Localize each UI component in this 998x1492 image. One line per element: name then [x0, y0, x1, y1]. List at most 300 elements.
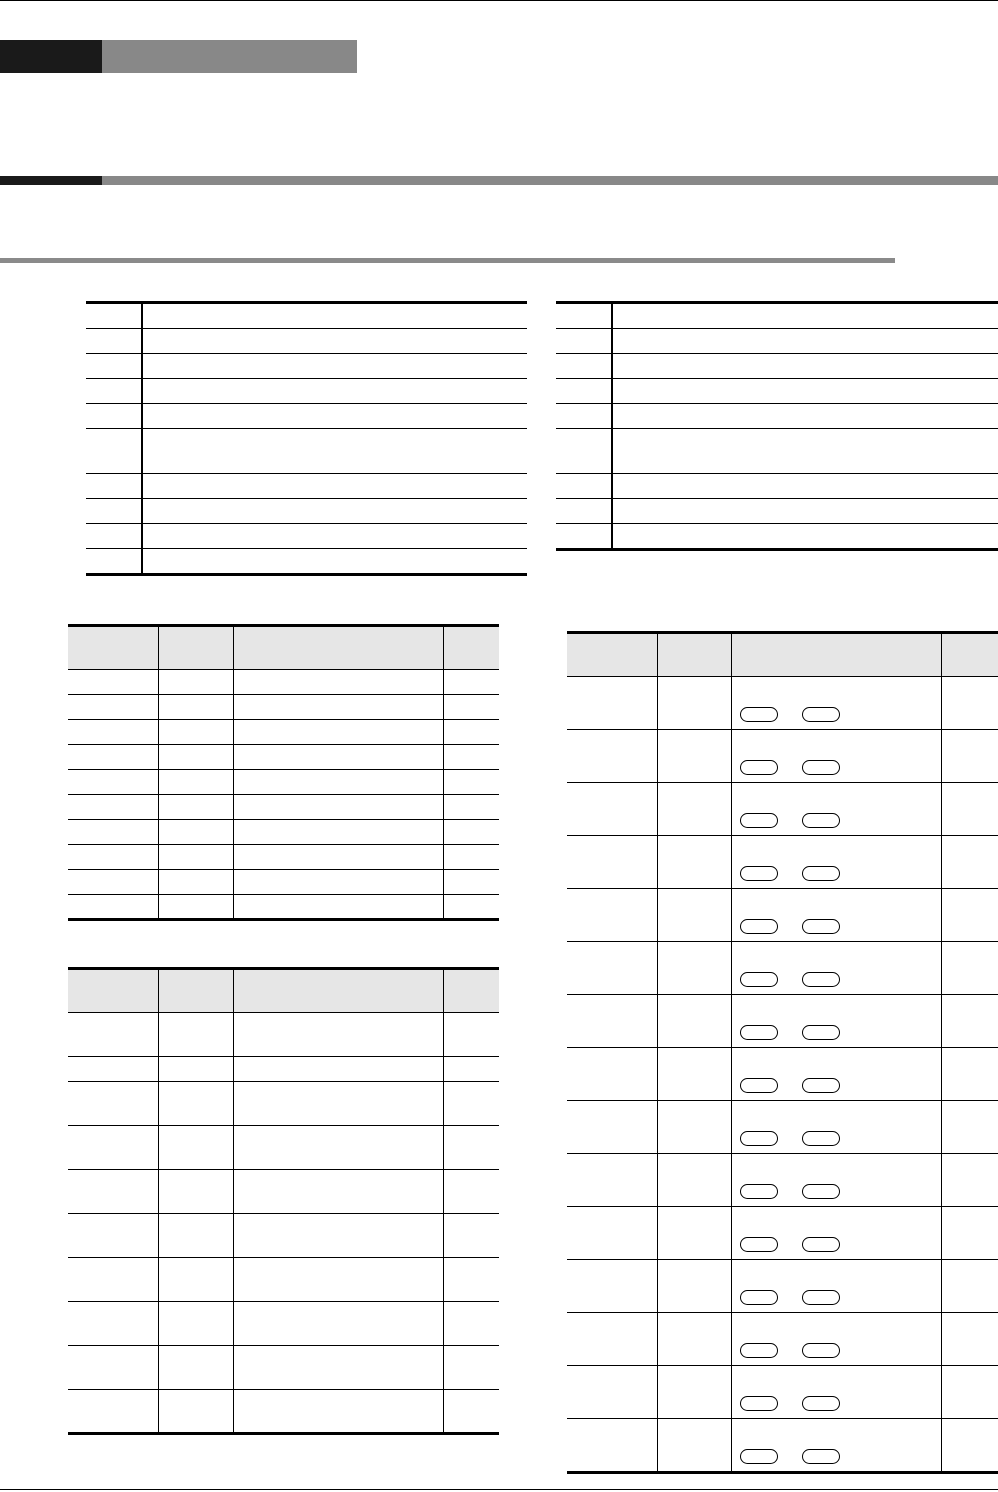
code-cell — [86, 379, 142, 404]
table-cell — [158, 1126, 233, 1170]
table-cell — [158, 1346, 233, 1390]
key-pair — [732, 1419, 941, 1471]
key-oval — [802, 1290, 840, 1305]
table-cell — [233, 1302, 443, 1346]
table-cell — [657, 1154, 731, 1207]
table-cell — [158, 870, 233, 895]
table-cell — [567, 1207, 657, 1260]
table-cell — [68, 695, 158, 720]
table-cell — [941, 995, 998, 1048]
table-row — [567, 1154, 998, 1207]
key-oval — [802, 1131, 840, 1146]
code-row — [556, 329, 998, 354]
key-pair — [732, 836, 941, 888]
header-cell — [158, 626, 233, 670]
key-oval — [802, 760, 840, 775]
header-cell — [158, 969, 233, 1013]
description-cell — [142, 499, 527, 524]
key-oval — [740, 1237, 778, 1252]
table-row — [68, 870, 499, 895]
description-cell — [142, 379, 527, 404]
subheading-rule — [0, 258, 895, 263]
table-cell — [158, 820, 233, 845]
table-cell — [68, 1057, 158, 1082]
key-oval — [802, 1343, 840, 1358]
key-oval — [740, 1184, 778, 1199]
description-cell — [612, 329, 998, 354]
table-cell — [443, 1126, 499, 1170]
table-row — [68, 670, 499, 695]
table-cell — [443, 820, 499, 845]
table-row — [68, 695, 499, 720]
table-row — [567, 783, 998, 836]
table-row — [567, 1366, 998, 1419]
code-cell — [556, 354, 612, 379]
code-cell — [86, 329, 142, 354]
header-cell — [941, 633, 998, 677]
key-oval — [802, 1396, 840, 1411]
description-cell — [612, 404, 998, 429]
table-row — [68, 1346, 499, 1390]
table-cell — [443, 1390, 499, 1434]
key-oval — [740, 1396, 778, 1411]
code-table-right — [556, 301, 998, 551]
table-cell — [233, 1057, 443, 1082]
table-row — [567, 1048, 998, 1101]
table-cell — [68, 1170, 158, 1214]
code-cell — [556, 499, 612, 524]
key-cell — [731, 677, 941, 730]
code-row — [86, 429, 527, 474]
table-cell — [567, 1260, 657, 1313]
table-cell — [158, 1302, 233, 1346]
data-table-b — [68, 967, 499, 1435]
table-cell — [443, 795, 499, 820]
header-cell — [443, 969, 499, 1013]
table-row — [68, 1082, 499, 1126]
top-rule — [0, 0, 998, 1]
code-row — [86, 549, 527, 575]
key-oval — [740, 707, 778, 722]
code-row — [556, 404, 998, 429]
table-cell — [443, 1214, 499, 1258]
key-pair — [732, 1313, 941, 1365]
table-cell — [567, 730, 657, 783]
table-row — [68, 795, 499, 820]
table-cell — [68, 845, 158, 870]
table-cell — [567, 1366, 657, 1419]
key-oval — [802, 1025, 840, 1040]
header-cell — [68, 626, 158, 670]
table-cell — [233, 770, 443, 795]
table-row — [68, 1302, 499, 1346]
table-cell — [158, 845, 233, 870]
key-oval — [802, 919, 840, 934]
table-cell — [567, 836, 657, 889]
table-header-row — [68, 626, 499, 670]
key-oval — [740, 1025, 778, 1040]
table-cell — [233, 720, 443, 745]
key-pair — [732, 730, 941, 782]
table-cell — [941, 1154, 998, 1207]
code-table-left — [86, 301, 527, 576]
table-cell — [657, 1101, 731, 1154]
key-oval — [802, 1449, 840, 1464]
key-oval — [802, 1237, 840, 1252]
table-row — [567, 1207, 998, 1260]
table-cell — [657, 836, 731, 889]
key-cell — [731, 1260, 941, 1313]
description-cell — [142, 354, 527, 379]
code-row — [86, 329, 527, 354]
table-cell — [158, 695, 233, 720]
code-cell — [86, 474, 142, 499]
description-cell — [142, 329, 527, 354]
table-cell — [443, 845, 499, 870]
table-cell — [443, 1258, 499, 1302]
table-cell — [233, 1258, 443, 1302]
table-row — [68, 1057, 499, 1082]
table-cell — [443, 1057, 499, 1082]
table-row — [567, 889, 998, 942]
table-cell — [657, 995, 731, 1048]
description-cell — [612, 524, 998, 550]
table-row — [68, 845, 499, 870]
table-cell — [68, 1214, 158, 1258]
key-oval — [740, 1343, 778, 1358]
table-cell — [657, 677, 731, 730]
table-cell — [68, 1302, 158, 1346]
table-row — [68, 1214, 499, 1258]
key-oval — [802, 1078, 840, 1093]
table-cell — [233, 670, 443, 695]
table-row — [68, 770, 499, 795]
table-row — [567, 1419, 998, 1473]
table-row — [68, 1390, 499, 1434]
description-cell — [142, 429, 527, 474]
table-cell — [657, 889, 731, 942]
table-row — [567, 1101, 998, 1154]
table-cell — [68, 795, 158, 820]
header-cell — [443, 626, 499, 670]
table-cell — [443, 670, 499, 695]
code-row — [556, 474, 998, 499]
table-cell — [443, 1302, 499, 1346]
code-row — [556, 499, 998, 524]
table-cell — [443, 1082, 499, 1126]
key-pair — [732, 1366, 941, 1418]
table-cell — [567, 889, 657, 942]
table-cell — [68, 1082, 158, 1126]
table-cell — [68, 820, 158, 845]
table-cell — [233, 870, 443, 895]
table-row — [68, 895, 499, 920]
key-oval — [802, 866, 840, 881]
table-cell — [68, 1258, 158, 1302]
table-cell — [158, 1170, 233, 1214]
key-oval — [802, 813, 840, 828]
table-cell — [941, 1048, 998, 1101]
table-cell — [68, 745, 158, 770]
table-cell — [233, 845, 443, 870]
description-cell — [142, 524, 527, 549]
table-cell — [567, 1048, 657, 1101]
table-cell — [941, 783, 998, 836]
code-row — [86, 524, 527, 549]
table-cell — [158, 670, 233, 695]
table-cell — [443, 870, 499, 895]
table-cell — [158, 795, 233, 820]
header-cell — [657, 633, 731, 677]
code-row — [86, 499, 527, 524]
code-cell — [86, 303, 142, 329]
section-tab-title-bar — [102, 40, 357, 73]
table-row — [567, 1260, 998, 1313]
table-cell — [68, 670, 158, 695]
table-cell — [233, 1346, 443, 1390]
key-pair — [732, 889, 941, 941]
description-cell — [612, 429, 998, 474]
table-cell — [657, 1048, 731, 1101]
code-cell — [86, 524, 142, 549]
key-pair — [732, 1154, 941, 1206]
table-cell — [158, 1013, 233, 1057]
table-cell — [567, 1101, 657, 1154]
heading-bar-gray — [102, 176, 998, 185]
table-cell — [233, 695, 443, 720]
key-cell — [731, 1154, 941, 1207]
table-cell — [233, 1013, 443, 1057]
description-cell — [612, 499, 998, 524]
table-cell — [941, 942, 998, 995]
key-cell — [731, 1419, 941, 1473]
table-cell — [567, 995, 657, 1048]
description-cell — [142, 549, 527, 575]
table-header-row — [567, 633, 998, 677]
table-cell — [443, 695, 499, 720]
table-cell — [68, 1346, 158, 1390]
table-row — [68, 745, 499, 770]
table-cell — [158, 745, 233, 770]
key-oval — [740, 760, 778, 775]
key-cell — [731, 1207, 941, 1260]
code-cell — [86, 499, 142, 524]
table-cell — [68, 1390, 158, 1434]
code-cell — [556, 404, 612, 429]
table-cell — [941, 730, 998, 783]
header-cell — [233, 626, 443, 670]
table-cell — [567, 942, 657, 995]
code-cell — [86, 354, 142, 379]
heading-bar-dark — [0, 176, 102, 185]
description-cell — [612, 303, 998, 329]
table-cell — [158, 1057, 233, 1082]
table-cell — [68, 720, 158, 745]
code-row — [86, 404, 527, 429]
table-cell — [941, 1366, 998, 1419]
code-cell — [86, 429, 142, 474]
table-cell — [941, 1419, 998, 1473]
table-cell — [657, 1419, 731, 1473]
table-cell — [443, 1170, 499, 1214]
table-row — [567, 1313, 998, 1366]
code-row — [86, 379, 527, 404]
table-row — [68, 820, 499, 845]
key-cell — [731, 889, 941, 942]
description-cell — [142, 474, 527, 499]
table-cell — [443, 1346, 499, 1390]
table-cell — [158, 1082, 233, 1126]
table-cell — [443, 720, 499, 745]
table-cell — [158, 720, 233, 745]
description-cell — [612, 379, 998, 404]
description-cell — [142, 303, 527, 329]
key-oval — [740, 1449, 778, 1464]
table-cell — [443, 1013, 499, 1057]
table-cell — [443, 770, 499, 795]
key-oval — [740, 1290, 778, 1305]
table-cell — [158, 770, 233, 795]
table-cell — [657, 1207, 731, 1260]
table-cell — [158, 1214, 233, 1258]
table-cell — [233, 795, 443, 820]
key-cell — [731, 942, 941, 995]
code-row — [556, 379, 998, 404]
table-cell — [657, 942, 731, 995]
table-cell — [233, 745, 443, 770]
key-pair — [732, 1048, 941, 1100]
code-row — [86, 303, 527, 329]
table-cell — [443, 895, 499, 920]
table-cell — [233, 820, 443, 845]
header-cell — [567, 633, 657, 677]
key-cell — [731, 1101, 941, 1154]
table-cell — [233, 1390, 443, 1434]
table-cell — [657, 783, 731, 836]
code-cell — [556, 303, 612, 329]
description-cell — [142, 404, 527, 429]
key-pair — [732, 1101, 941, 1153]
table-cell — [68, 1126, 158, 1170]
code-row — [86, 354, 527, 379]
table-row — [68, 1013, 499, 1057]
key-oval — [740, 1131, 778, 1146]
table-cell — [443, 745, 499, 770]
key-oval — [802, 707, 840, 722]
code-cell — [556, 524, 612, 550]
code-cell — [556, 474, 612, 499]
code-row — [86, 474, 527, 499]
header-cell — [68, 969, 158, 1013]
table-row — [567, 677, 998, 730]
table-cell — [941, 889, 998, 942]
header-cell — [233, 969, 443, 1013]
key-cell — [731, 995, 941, 1048]
key-oval — [802, 1184, 840, 1199]
key-oval — [740, 972, 778, 987]
description-cell — [612, 354, 998, 379]
table-cell — [941, 677, 998, 730]
key-pair — [732, 942, 941, 994]
key-cell — [731, 1048, 941, 1101]
code-cell — [556, 329, 612, 354]
key-oval — [802, 972, 840, 987]
key-pair — [732, 783, 941, 835]
table-cell — [68, 1013, 158, 1057]
table-row — [68, 720, 499, 745]
code-cell — [86, 404, 142, 429]
table-row — [567, 836, 998, 889]
table-cell — [158, 895, 233, 920]
table-cell — [68, 870, 158, 895]
table-cell — [941, 1313, 998, 1366]
table-cell — [657, 1366, 731, 1419]
key-cell — [731, 783, 941, 836]
table-cell — [657, 1313, 731, 1366]
description-cell — [612, 474, 998, 499]
code-row — [556, 524, 998, 550]
table-row — [68, 1258, 499, 1302]
table-cell — [233, 1082, 443, 1126]
table-cell — [567, 1154, 657, 1207]
table-cell — [158, 1390, 233, 1434]
key-cell — [731, 1366, 941, 1419]
key-cell — [731, 730, 941, 783]
table-row — [567, 942, 998, 995]
key-pair — [732, 1260, 941, 1312]
key-pair — [732, 995, 941, 1047]
key-cell — [731, 836, 941, 889]
key-cell — [731, 1313, 941, 1366]
key-pair — [732, 1207, 941, 1259]
code-row — [556, 354, 998, 379]
table-cell — [567, 783, 657, 836]
table-header-row — [68, 969, 499, 1013]
code-cell — [556, 429, 612, 474]
code-row — [556, 429, 998, 474]
table-cell — [233, 895, 443, 920]
table-cell — [233, 1214, 443, 1258]
table-cell — [68, 770, 158, 795]
code-row — [556, 303, 998, 329]
key-pair — [732, 677, 941, 729]
table-cell — [567, 1419, 657, 1473]
code-cell — [556, 379, 612, 404]
bottom-rule — [0, 1489, 998, 1490]
table-cell — [233, 1126, 443, 1170]
table-cell — [158, 1258, 233, 1302]
table-cell — [941, 836, 998, 889]
table-cell — [941, 1207, 998, 1260]
table-row — [567, 730, 998, 783]
table-cell — [657, 730, 731, 783]
code-cell — [86, 549, 142, 575]
table-cell — [567, 677, 657, 730]
table-cell — [567, 1313, 657, 1366]
table-cell — [941, 1260, 998, 1313]
header-cell — [731, 633, 941, 677]
table-row — [68, 1170, 499, 1214]
table-row — [68, 1126, 499, 1170]
data-table-c — [567, 631, 998, 1474]
table-cell — [233, 1170, 443, 1214]
table-cell — [68, 895, 158, 920]
table-cell — [941, 1101, 998, 1154]
key-oval — [740, 813, 778, 828]
key-oval — [740, 919, 778, 934]
table-row — [567, 995, 998, 1048]
table-cell — [657, 1260, 731, 1313]
